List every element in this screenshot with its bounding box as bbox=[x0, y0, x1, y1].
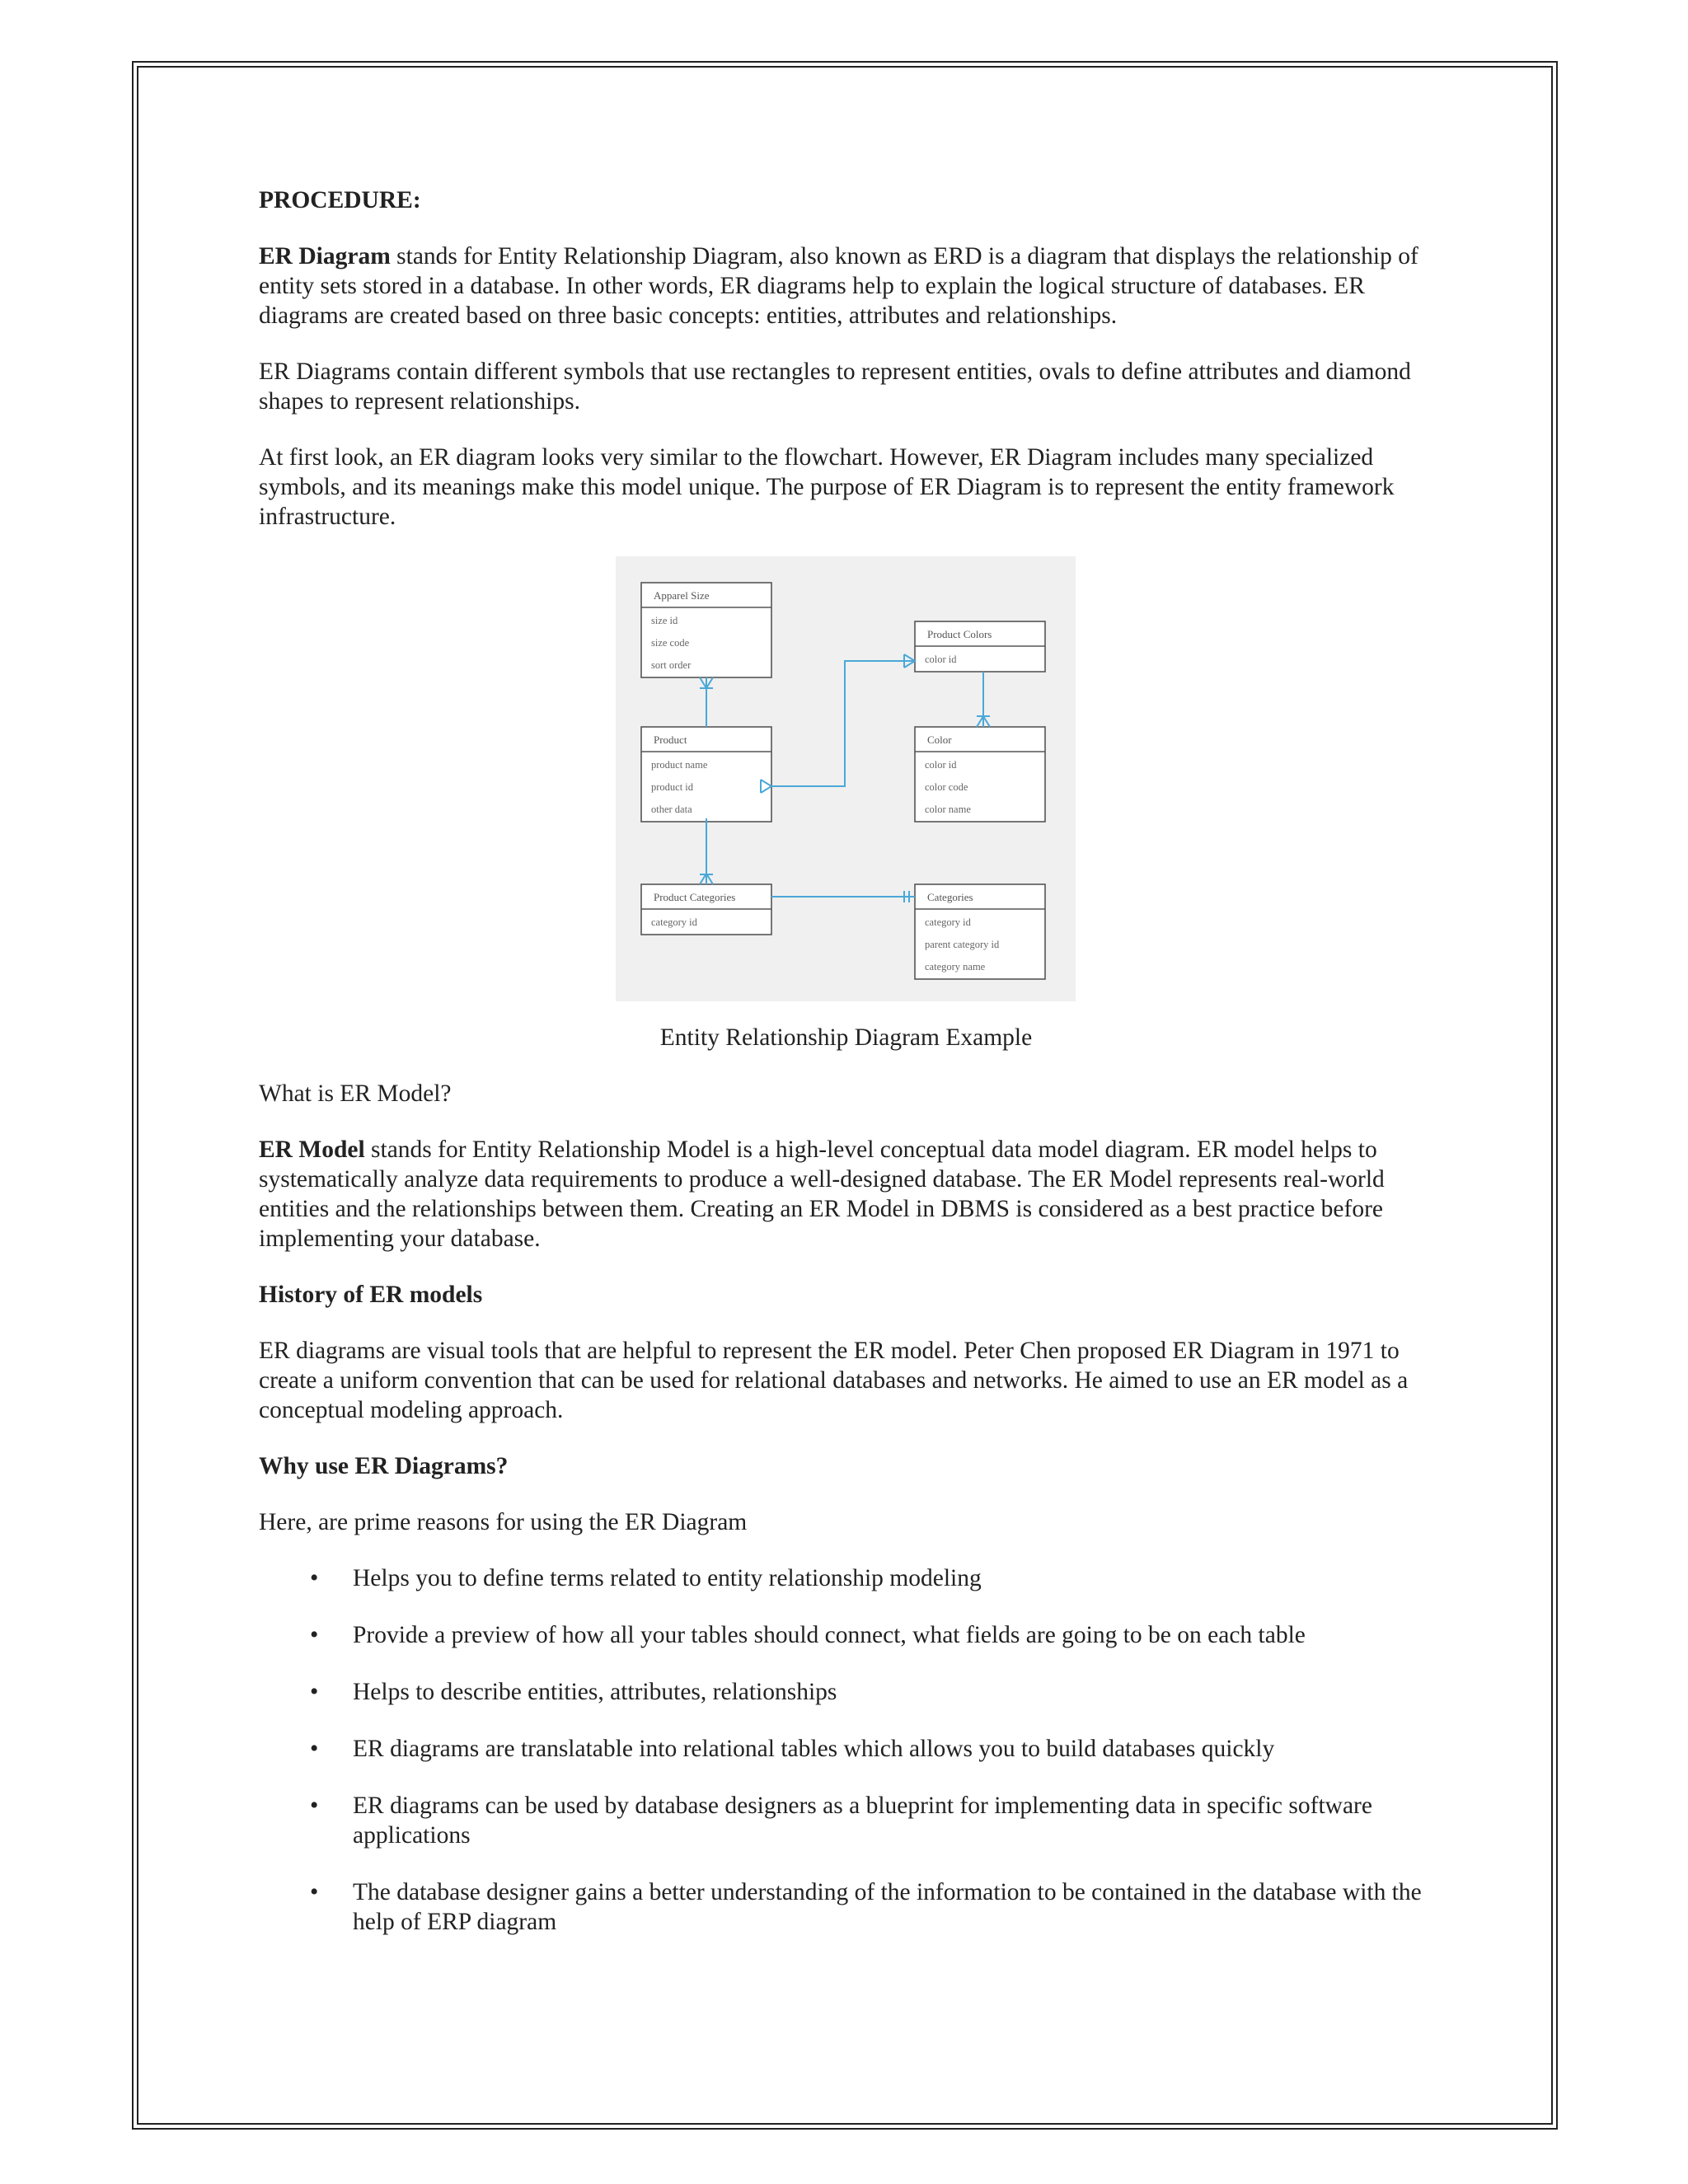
list-item-text: Helps you to define terms related to entity relationship modeling bbox=[353, 1565, 982, 1591]
bullet-icon: • bbox=[310, 1879, 319, 1905]
flowchart-paragraph: At first look, an ER diagram looks very similar to the flowchart. However, ER Diagram includes many specialized symbols, and its meanings make this model unique. The purpose of ER Diagram is to represent the entity framework infrastructure. bbox=[259, 444, 1395, 530]
history-heading: History of ER models bbox=[259, 1282, 483, 1308]
history-paragraph: ER diagrams are visual tools that are helpful to represent the ER model. Peter Chen proposed ER Diagram in 1971 to create a uniform convention that can be used for relational databases and networks. He aimed to use an ER model as a conceptual modeling approach. bbox=[259, 1338, 1409, 1423]
entity-field: parent category id bbox=[925, 939, 1000, 950]
entity-title: Color bbox=[927, 733, 952, 746]
intro-term: ER Diagram bbox=[259, 243, 391, 269]
entity-field: product name bbox=[651, 759, 708, 771]
entity-apparel-size bbox=[641, 583, 771, 677]
er-diagram bbox=[616, 556, 1076, 1001]
entity-field: color id bbox=[925, 759, 957, 771]
list-item bbox=[259, 1791, 1433, 1850]
reasons-list bbox=[259, 1563, 1433, 1937]
symbols-paragraph: ER Diagrams contain different symbols that use rectangles to represent entities, ovals to define attributes and diamond shapes to represent relationships. bbox=[259, 359, 1411, 415]
entity-field: size code bbox=[651, 637, 690, 649]
why-heading: Why use ER Diagrams? bbox=[259, 1453, 509, 1479]
entity-field: category name bbox=[925, 961, 986, 972]
entity-product-categories bbox=[641, 884, 771, 935]
er-model-paragraph bbox=[259, 1135, 1433, 1254]
document-body bbox=[259, 185, 1433, 1964]
procedure-heading: PROCEDURE: bbox=[259, 187, 421, 213]
list-item bbox=[259, 1734, 1433, 1764]
intro-text: stands for Entity Relationship Diagram, also known as ERD is a diagram that displays the relationship of entity sets stored in a database. In other words, ER diagrams help to explain the logical structure of databases. ER diagrams are created based on three basic concepts: entities, attributes and relationships. bbox=[259, 243, 1418, 329]
bullet-icon: • bbox=[310, 1622, 319, 1648]
list-item-text: ER diagrams can be used by database designers as a blueprint for implementing data in specific software applications bbox=[353, 1793, 1372, 1849]
reasons-intro: Here, are prime reasons for using the ER Diagram bbox=[259, 1509, 748, 1535]
list-item bbox=[259, 1620, 1433, 1650]
entity-title: Product Colors bbox=[927, 628, 992, 640]
entity-product-colors bbox=[915, 621, 1045, 672]
er-diagram-figure bbox=[259, 556, 1433, 1015]
entity-field: product id bbox=[651, 781, 694, 793]
list-item-text: The database designer gains a better understanding of the information to be contained in the database with the help of ERP diagram bbox=[353, 1879, 1422, 1935]
entity-title: Categories bbox=[927, 891, 973, 903]
entity-field: other data bbox=[651, 804, 692, 815]
figure-caption: Entity Relationship Diagram Example bbox=[659, 1024, 1033, 1051]
er-model-text: stands for Entity Relationship Model is a high-level conceptual data model diagram. ER model helps to systematically analyze data requirements to produce a well-designed database. The ER Model represents real-world entities and the relationships between them. Creating an ER Model in DBMS is considered as a best practice before implementing your database. bbox=[259, 1137, 1385, 1252]
entity-field: color name bbox=[925, 804, 971, 815]
entity-product bbox=[641, 727, 771, 822]
list-item bbox=[259, 1677, 1433, 1707]
er-model-term: ER Model bbox=[259, 1137, 365, 1163]
list-item-text: ER diagrams are translatable into relational tables which allows you to build databases quickly bbox=[353, 1736, 1275, 1762]
entity-field: color code bbox=[925, 781, 968, 793]
bullet-icon: • bbox=[310, 1736, 319, 1762]
entity-categories bbox=[915, 884, 1045, 979]
entity-field: sort order bbox=[651, 659, 692, 671]
entity-title: Product bbox=[654, 733, 687, 746]
entity-field: category id bbox=[651, 916, 697, 928]
entity-title: Product Categories bbox=[654, 891, 736, 903]
bullet-icon: • bbox=[310, 1679, 319, 1705]
what-is-heading: What is ER Model? bbox=[259, 1080, 452, 1107]
entity-field: size id bbox=[651, 615, 678, 626]
list-item-text: Helps to describe entities, attributes, relationships bbox=[353, 1679, 837, 1705]
entity-title: Apparel Size bbox=[654, 589, 710, 602]
entity-field: category id bbox=[925, 916, 971, 928]
bullet-icon: • bbox=[310, 1565, 319, 1591]
bullet-icon: • bbox=[310, 1793, 319, 1819]
list-item-text: Provide a preview of how all your tables should connect, what fields are going to be on each table bbox=[353, 1622, 1306, 1648]
entity-field: color id bbox=[925, 654, 957, 665]
list-item bbox=[259, 1877, 1433, 1937]
list-item bbox=[259, 1563, 1433, 1593]
entity-color bbox=[915, 727, 1045, 822]
intro-paragraph bbox=[259, 241, 1433, 330]
